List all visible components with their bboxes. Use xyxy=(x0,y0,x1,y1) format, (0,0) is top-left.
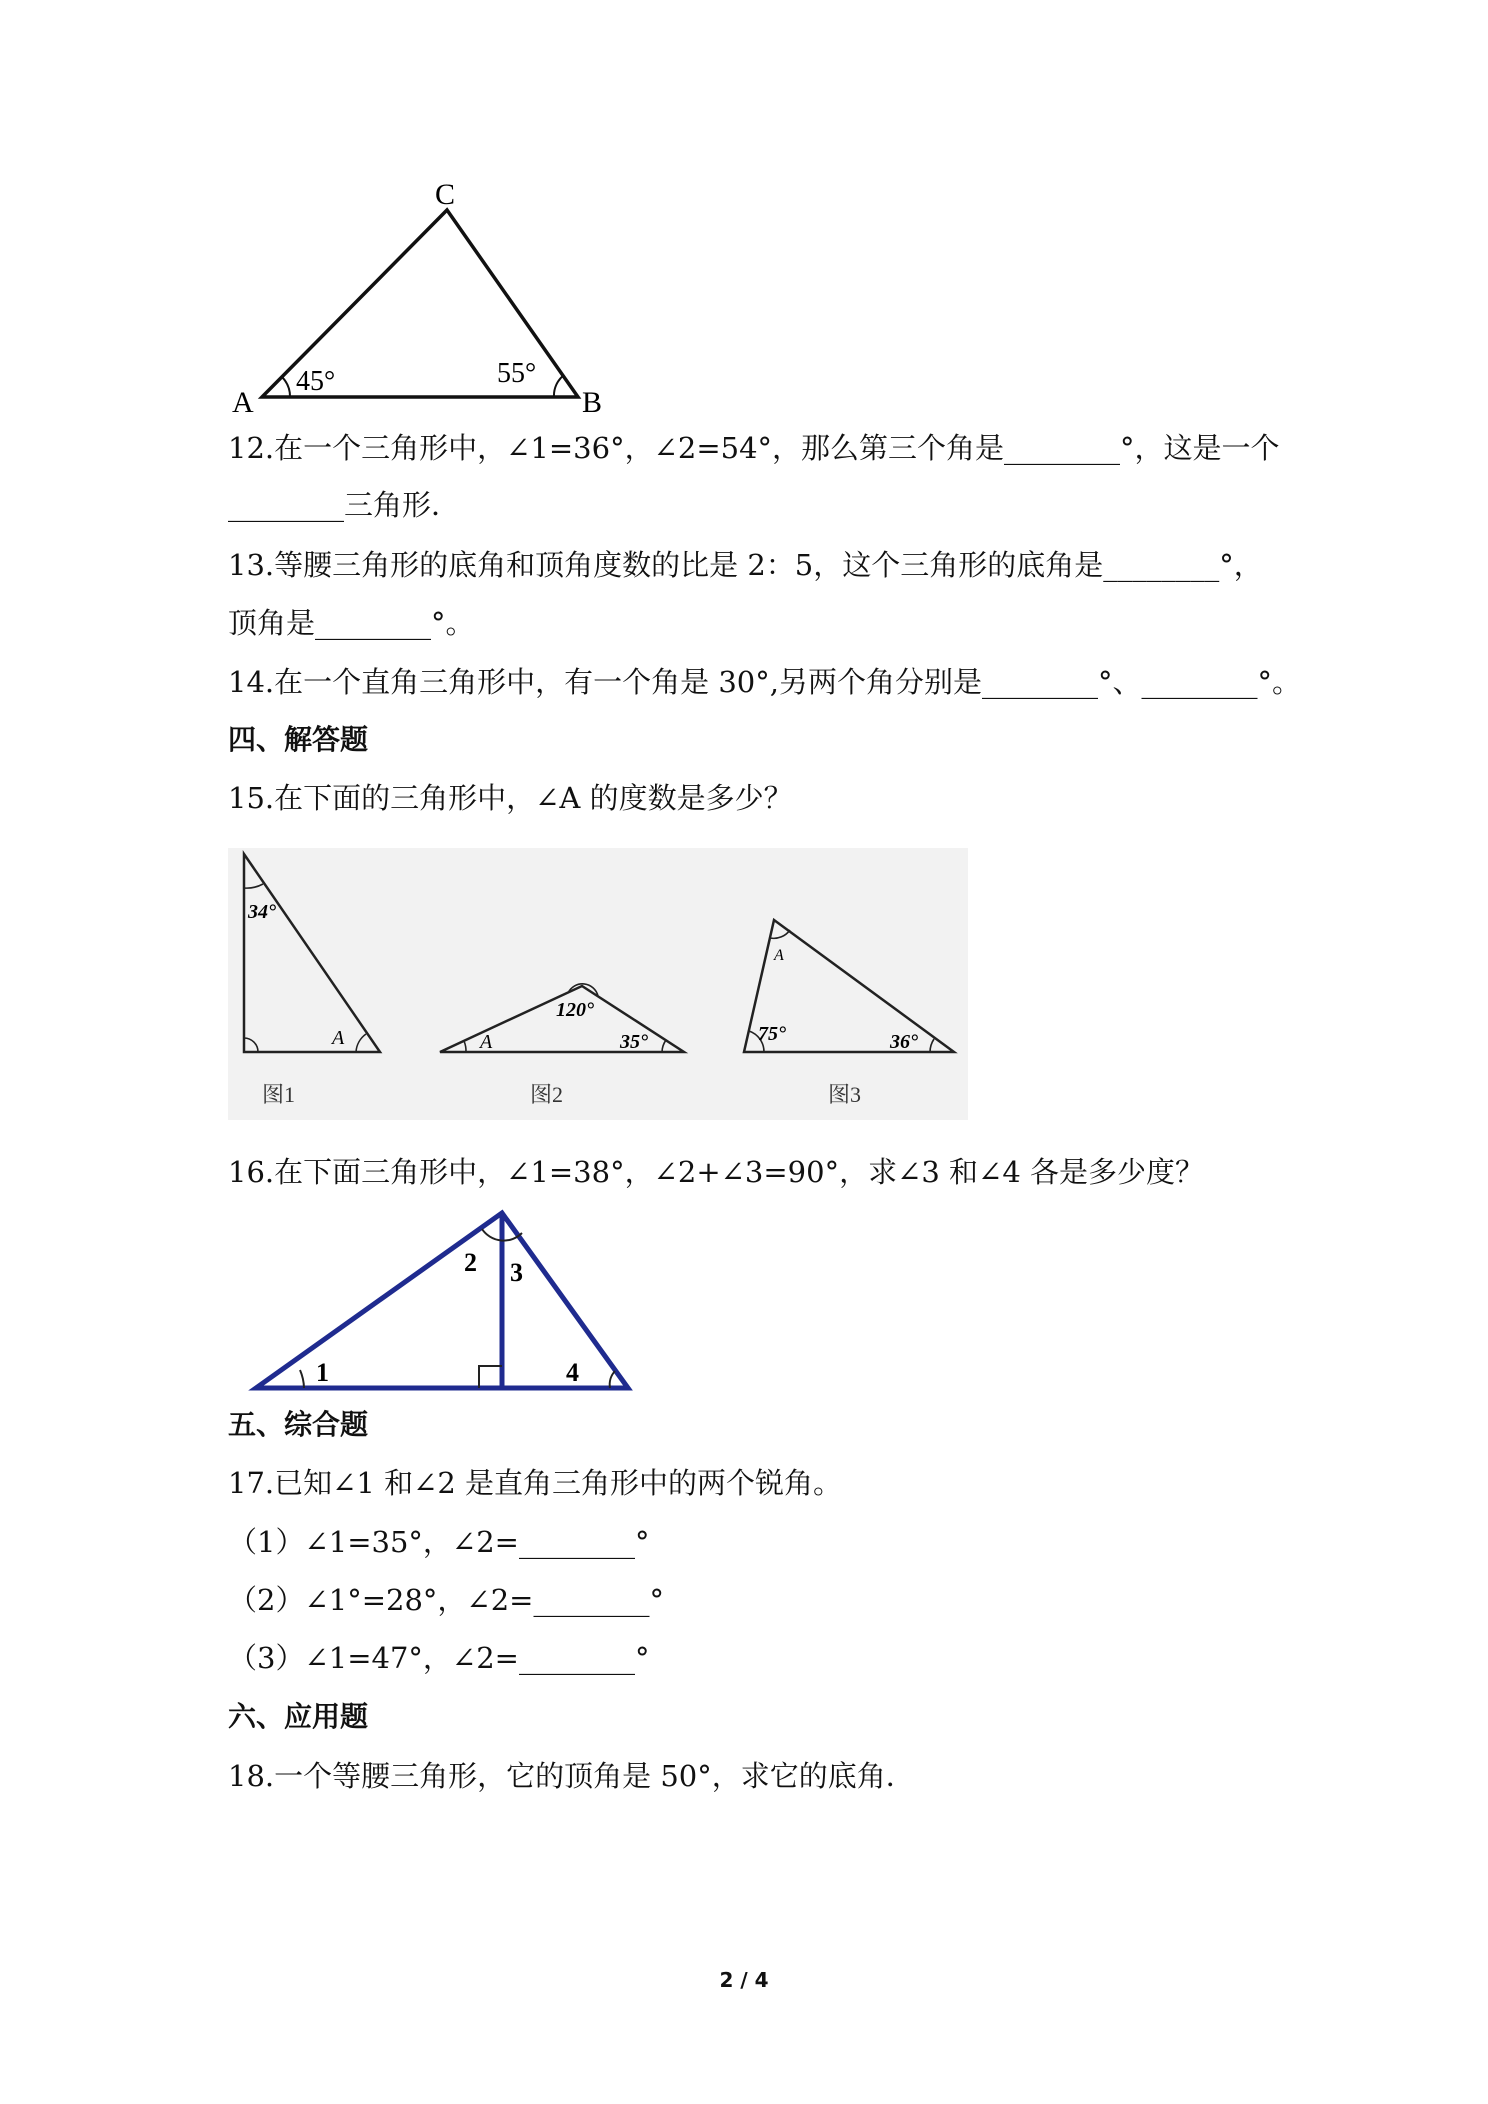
q15-figure-background xyxy=(228,848,968,1120)
q16-angle-4-arc xyxy=(610,1371,615,1388)
q16-right-angle-mark xyxy=(479,1366,502,1388)
q16-figure xyxy=(238,1205,638,1400)
q16-label-2: 2 xyxy=(464,1248,477,1277)
fig1-caption: 图1 xyxy=(262,1082,296,1107)
page-number: 2 / 4 xyxy=(719,1968,769,1992)
fig3-angle-left: 75° xyxy=(758,1023,786,1045)
q16-label-1: 1 xyxy=(316,1358,329,1387)
q15-figure xyxy=(228,848,968,1120)
fig3-angle-right: 36° xyxy=(890,1031,918,1053)
fig2-angle-top: 120° xyxy=(556,999,594,1021)
q18-text: 18.一个等腰三角形，它的顶角是 50°，求它的底角． xyxy=(228,1759,915,1793)
q16-angle-1-arc xyxy=(300,1370,304,1388)
q13-line1: 13.等腰三角形的底角和顶角度数的比是 2：5，这个三角形的底角是________°， xyxy=(228,548,1263,582)
fig1-angle-top: 34° xyxy=(248,901,276,923)
fig3-caption: 图3 xyxy=(828,1082,862,1107)
angle-b-label: 55° xyxy=(497,358,537,389)
q12-line1: 12.在一个三角形中，∠1=36°，∠2=54°，那么第三个角是________°，这是一个 xyxy=(228,431,1280,465)
section-5-title: 五、综合题 xyxy=(228,1408,369,1441)
q12-line2: ________三角形． xyxy=(228,488,461,522)
label-a: A xyxy=(232,386,254,415)
label-c: C xyxy=(435,178,456,211)
section-4-title: 四、解答题 xyxy=(228,723,369,756)
label-b: B xyxy=(582,386,603,415)
q13-line2: 顶角是________°。 xyxy=(228,606,475,640)
angle-b-arc xyxy=(554,375,564,397)
q16-label-4: 4 xyxy=(566,1358,579,1387)
fig2-caption: 图2 xyxy=(530,1082,564,1107)
angle-a-arc xyxy=(282,377,290,397)
q17-sub3: （3）∠1=47°，∠2=________° xyxy=(228,1641,650,1675)
triangle-abc-figure xyxy=(220,170,620,415)
fig2-angle-right: 35° xyxy=(620,1031,648,1053)
q16-label-3: 3 xyxy=(510,1258,523,1287)
q17-sub2: （2）∠1°=28°，∠2=________° xyxy=(228,1583,664,1617)
q14-line1: 14.在一个直角三角形中，有一个角是 30°,另两个角分别是________°、________°。 xyxy=(228,665,1301,699)
fig1-angle-a: A xyxy=(332,1027,345,1049)
section-6-title: 六、应用题 xyxy=(228,1700,369,1733)
q15-text: 15.在下面的三角形中，∠A 的度数是多少？ xyxy=(228,781,793,815)
fig2-angle-a: A xyxy=(480,1031,493,1053)
angle-a-label: 45° xyxy=(296,366,336,397)
fig3-angle-a: A xyxy=(774,947,784,964)
q16-text: 16.在下面三角形中，∠1=38°，∠2+∠3=90°，求∠3 和∠4 各是多少度？ xyxy=(228,1155,1205,1189)
q17-sub1: （1）∠1=35°，∠2=________° xyxy=(228,1525,650,1559)
q17-text: 17.已知∠1 和∠2 是直角三角形中的两个锐角。 xyxy=(228,1466,843,1500)
